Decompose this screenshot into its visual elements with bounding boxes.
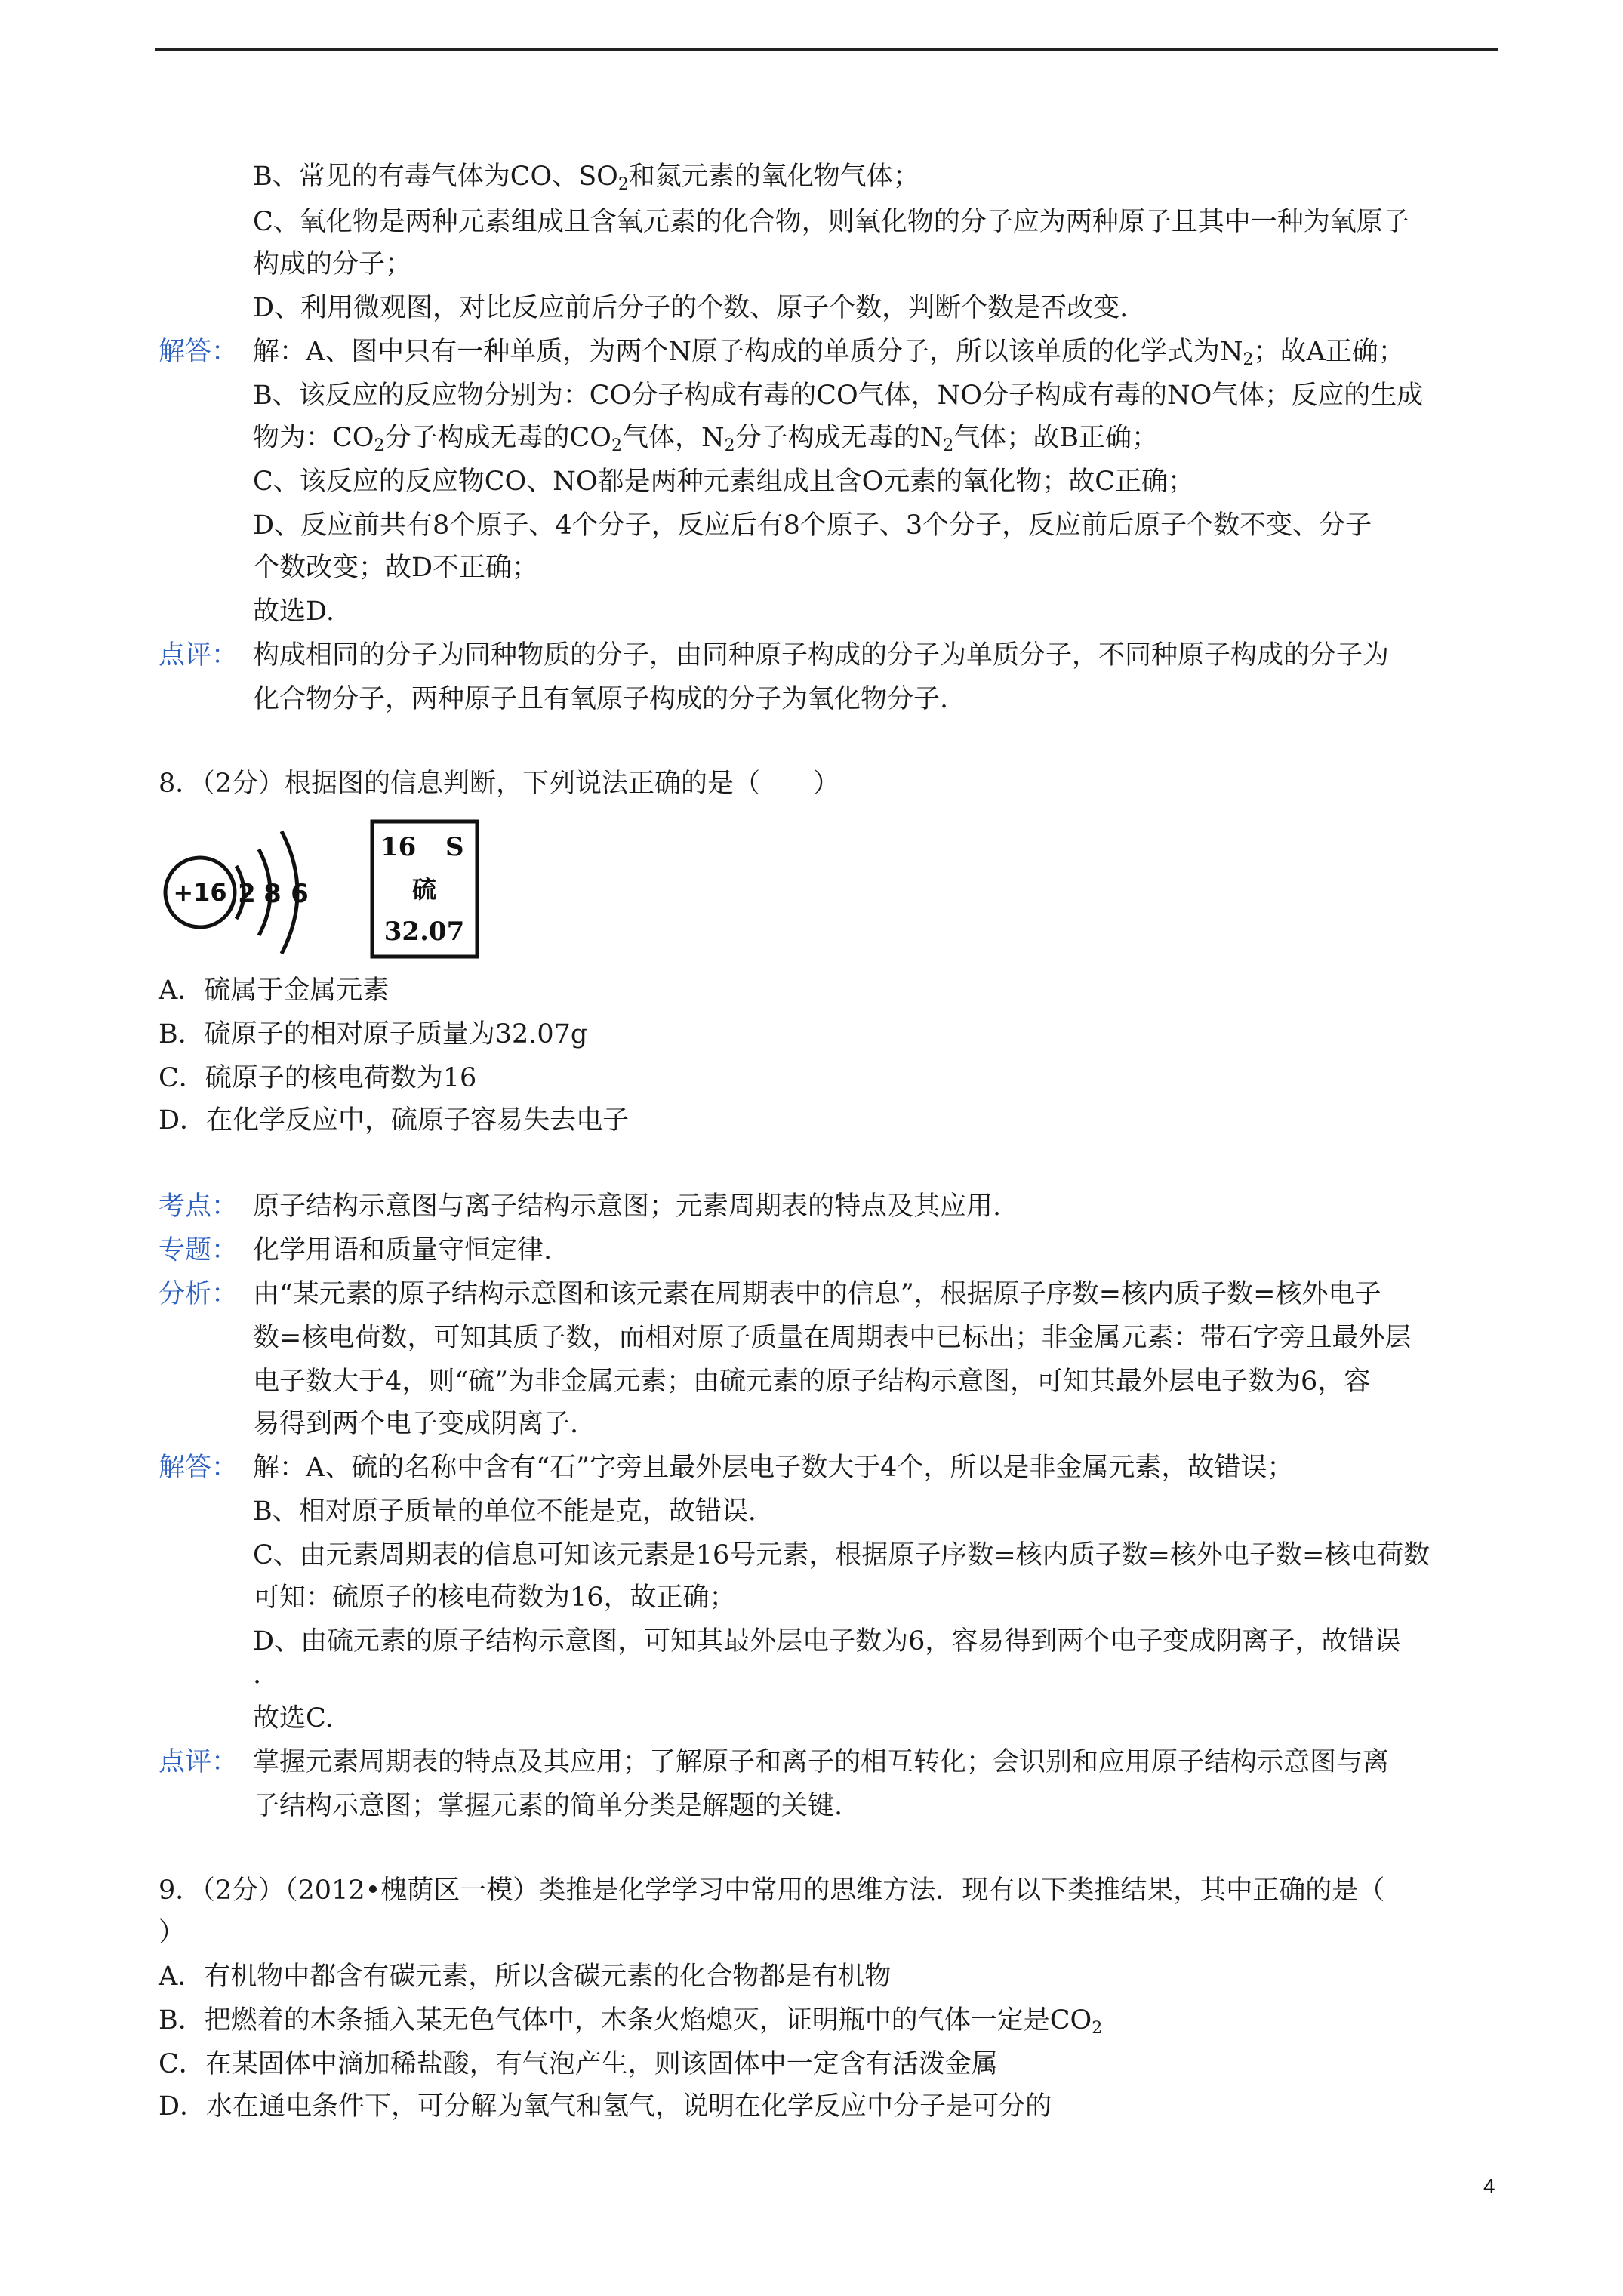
nucleus-charge: +16 [173, 878, 227, 907]
q8-option-c: C．硫原子的核电荷数为16 [159, 1063, 477, 1093]
q7-answer-line2: B、该反应的反应物分别为：CO分子构成有毒的CO气体，NO分子构成有毒的NO气体；反应的生成 [253, 381, 1424, 411]
header-rule [155, 48, 1498, 51]
q9-stem-line2: ） [159, 1918, 186, 1948]
q9-option-a: A．有机物中都含有碳元素，所以含碳元素的化合物都是有机物 [159, 1962, 892, 1992]
q8-answer-line6: . [253, 1660, 262, 1690]
q8-fenxi-line3: 电子数大于4，则“硫”为非金属元素；由硫元素的原子结构示意图，可知其最外层电子数为6，容 [253, 1367, 1371, 1397]
q7-comment-line1: 构成相同的分子为同种物质的分子，由同种原子构成的分子为单质分子，不同种原子构成的分子为 [253, 640, 1390, 670]
q8-zhuanti-label: 专题： [159, 1235, 239, 1265]
q8-option-b: B．硫原子的相对原子质量为32.07g [159, 1019, 588, 1049]
q7-analysis-d: D、利用微观图，对比反应前后分子的个数、原子个数，判断个数是否改变. [253, 293, 1129, 323]
page-number: 4 [1483, 2174, 1495, 2198]
q8-answer-line4: 可知：硫原子的核电荷数为16，故正确； [253, 1583, 736, 1613]
q8-kaodian: 原子结构示意图与离子结构示意图；元素周期表的特点及其应用. [253, 1191, 1002, 1222]
periodic-table-cell-sulfur [370, 819, 479, 959]
q7-answer-line6: 个数改变；故D不正确； [253, 553, 539, 583]
q7-analysis-c-line1: C、氧化物是两种元素组成且含氧元素的化合物，则氧化物的分子应为两种原子且其中一种为氧原子 [253, 207, 1409, 237]
q8-stem: 8．（2分）根据图的信息判断，下列说法正确的是（ ） [159, 769, 840, 799]
element-name: 硫 [411, 875, 437, 904]
q8-answer-line5: D、由硫元素的原子结构示意图，可知其最外层电子数为6，容易得到两个电子变成阴离子，故错误 [253, 1626, 1401, 1657]
q9-stem-line1: 9．（2分）（2012•槐荫区一模）类推是化学学习中常用的思维方法．现有以下类推结果，其中正确的是（ [159, 1875, 1385, 1906]
q8-option-d: D．在化学反应中，硫原子容易失去电子 [159, 1105, 630, 1136]
q8-comment-line1: 掌握元素周期表的特点及其应用；了解原子和离子的相互转化；会识别和应用原子结构示意图与离 [253, 1747, 1390, 1777]
q8-zhuanti: 化学用语和质量守恒定律. [253, 1235, 553, 1265]
atomic-mass: 32.07 [383, 917, 465, 947]
q7-answer-line1: 解：A、图中只有一种单质，为两个N原子构成的单质分子，所以该单质的化学式为$N_2$；故A正确； [253, 337, 1405, 369]
q7-comment-label: 点评： [159, 640, 239, 670]
sulfur-atom-structure-diagram [155, 819, 328, 966]
atomic-number: 16 [380, 832, 417, 862]
q8-fenxi-line1: 由“某元素的原子结构示意图和该元素在周期表中的信息”，根据原子序数=核内质子数=核外电子 [253, 1279, 1381, 1309]
q8-answer-line3: C、由元素周期表的信息可知该元素是16号元素，根据原子序数=核内质子数=核外电子数=核电荷数 [253, 1540, 1431, 1570]
q7-answer-line4: C、该反应的反应物CO、NO都是两种元素组成且含O元素的氧化物；故C正确； [253, 467, 1195, 497]
q7-analysis-b: B、常见的有毒气体为CO、$SO_2$和氮元素的氧化物气体； [253, 162, 919, 194]
q7-comment-line2: 化合物分子，两种原子且有氧原子构成的分子为氧化物分子. [253, 684, 949, 714]
q9-option-c: C．在某固体中滴加稀盐酸，有气泡产生，则该固体中一定含有活泼金属 [159, 2049, 998, 2079]
shell-2-electrons: 8 [263, 879, 282, 909]
q8-fenxi-line2: 数=核电荷数，可知其质子数，而相对原子质量在周期表中已标出；非金属元素：带石字旁且最外层 [253, 1323, 1412, 1353]
q8-kaodian-label: 考点： [159, 1191, 239, 1222]
q8-option-a: A．硫属于金属元素 [159, 975, 390, 1006]
q8-fenxi-line4: 易得到两个电子变成阴离子. [253, 1409, 579, 1439]
shell-3-electrons: 6 [291, 879, 309, 909]
q7-answer-line3: 物为：$CO_2$分子构成无毒的$CO_2$气体，$N_2$分子构成无毒的$N_2$气体；故B正确； [253, 423, 1158, 455]
q7-analysis-c-line2: 构成的分子； [253, 249, 412, 279]
shell-1-electrons: 2 [238, 879, 256, 909]
q9-option-d: D．水在通电条件下，可分解为氧气和氢气，说明在化学反应中分子是可分的 [159, 2091, 1052, 2122]
q8-comment-line2: 子结构示意图；掌握元素的简单分类是解题的关键. [253, 1791, 843, 1821]
element-symbol: S [445, 832, 464, 862]
q7-answer-label: 解答： [159, 337, 239, 367]
q8-answer-line1: 解：A、硫的名称中含有“石”字旁且最外层电子数大于4个，所以是非金属元素，故错误； [253, 1453, 1294, 1483]
q8-answer-line7: 故选C. [253, 1703, 334, 1734]
q7-answer-line7: 故选D. [253, 596, 334, 627]
q9-option-b: B．把燃着的木条插入某无色气体中，木条火焰熄灭，证明瓶中的气体一定是$CO_2$ [159, 2005, 1103, 2038]
q8-comment-label: 点评： [159, 1747, 239, 1777]
q8-answer-line2: B、相对原子质量的单位不能是克，故错误. [253, 1496, 756, 1527]
q8-answer-label: 解答： [159, 1453, 239, 1483]
q8-fenxi-label: 分析： [159, 1279, 239, 1309]
q7-answer-line5: D、反应前共有8个原子、4个分子，反应后有8个原子、3个分子，反应前后原子个数不变、分子 [253, 510, 1372, 541]
